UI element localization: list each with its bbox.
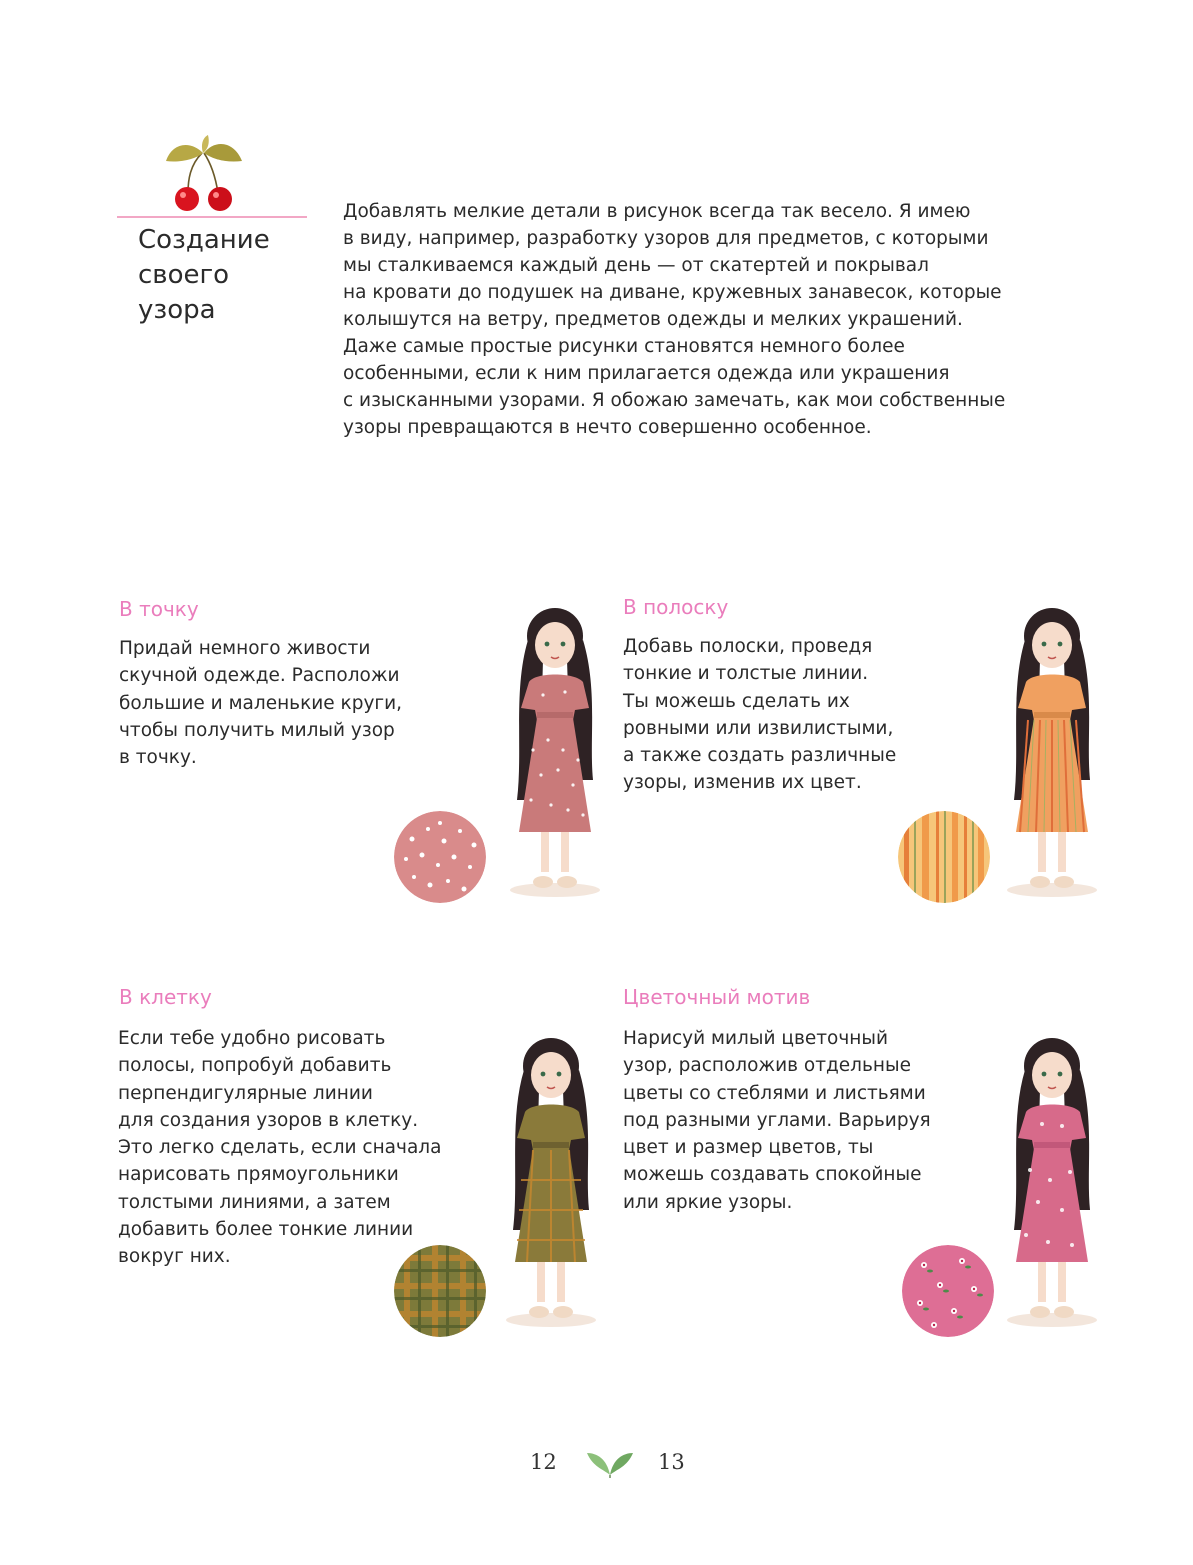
section-title-floral: Цветочный мотив (623, 985, 811, 1009)
section-text-stripes: Добавь полоски, проведя тонкие и толстые линии. Ты можешь сделать их ровными или извилистыми, а также создать различные узоры, изменив их цвет. (623, 636, 897, 794)
plaid-swatch (394, 1245, 486, 1337)
section-text-dots: Придай немного живости скучной одежде. Расположи большие и маленькие круги, чтобы получить милый узор в точку. (119, 638, 403, 769)
section-text-floral: Нарисуй милый цветочный узор, расположив отдельные цветы со стеблями и листьями под разными углами. Варьируя цвет и размер цветов, ты можешь создавать спокойные или яркие узоры. (623, 1028, 931, 1213)
section-text-plaid: Если тебе удобно рисовать полосы, попробуй добавить перпендигулярные линии для создания узоров в клетку. Это легко сделать, если сначала нарисовать прямоугольники толстыми линиями, а затем добавить более тонкие линии вокруг них. (118, 1028, 442, 1268)
intro-paragraph: Добавлять мелкие детали в рисунок всегда так весело. Я имею в виду, например, разработку узоров для предметов, с которыми мы сталкиваемся каждый день — от скатертей и покрывал на кровати до подушек на диване, кружевных занавесок, которые колышутся на ветру, предметов одежды и мелких украшений. Даже самые простые рисунки становятся немного более особенными, если к ним прилагается одежда или украшения с изысканными узорами. Я обожаю замечать, как мои собственные узоры превращаются в нечто совершенно особенное. (343, 201, 1006, 438)
page-title: Создание своего узора (138, 225, 270, 325)
leaf-icon (585, 1447, 635, 1479)
girl-floral-dress-illustration (1000, 1030, 1105, 1330)
girl-stripes-dress-illustration (1000, 600, 1105, 900)
section-title-stripes: В полоску (623, 595, 729, 619)
section-title-plaid: В клетку (119, 985, 212, 1009)
girl-plaid-dress-illustration (499, 1030, 604, 1330)
header-rule (117, 216, 307, 218)
dots-swatch (394, 811, 486, 903)
page-number-left: 12 (530, 1450, 557, 1474)
girl-dots-dress-illustration (503, 600, 608, 900)
stripes-swatch (898, 811, 990, 903)
section-title-dots: В точку (119, 597, 199, 621)
cherry-icon (160, 135, 250, 215)
floral-swatch (902, 1245, 994, 1337)
page-number-right: 13 (658, 1450, 685, 1474)
